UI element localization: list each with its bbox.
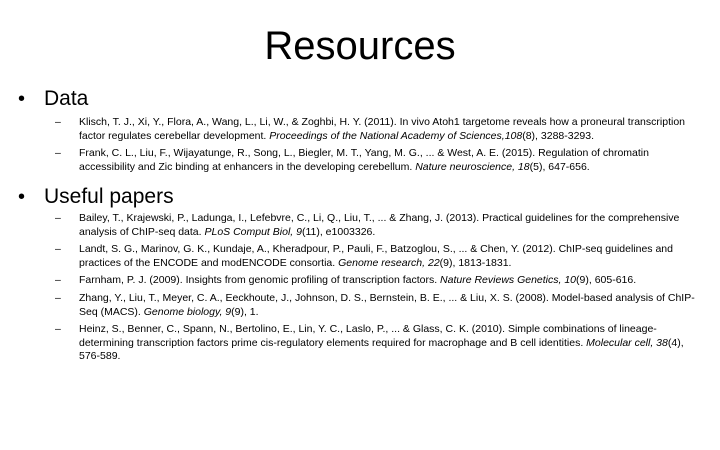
reference-journal: Nature neuroscience, 18 <box>415 160 530 173</box>
reference-journal: Proceedings of the National Academy of Sciences,108 <box>269 129 523 142</box>
dash-icon: – <box>55 323 61 336</box>
reference-journal: PLoS Comput Biol, 9 <box>204 225 302 238</box>
reference-journal: Genome biology, 9 <box>143 305 232 318</box>
reference-journal: Nature Reviews Genetics, 10 <box>440 274 577 287</box>
reference-authors: Landt, S. G., Marinov, G. K., Kundaje, A., Kheradpour, P., Pauli, F., Batzoglou, S., ... & Chen, Y. (2012). ChIP-seq guidelines and practices of the ENCODE and modENCODE consortia. <box>79 243 673 269</box>
reference-authors: Bailey, T., Krajewski, P., Ladunga, I., Lefebvre, C., Li, Q., Liu, T., ... & Zhang, J. (2013). Practical guidelines for the comprehensive analysis of ChIP-seq data. <box>79 212 680 238</box>
reference-details: (11), e1003326. <box>301 225 376 238</box>
reference-authors: Frank, C. L., Liu, F., Wijayatunge, R., Song, L., Biegler, M. T., Yang, M. G., ... & West, A. E. (2015). Regulation of chromatin accessibility and Zic binding at enhancers in the developing cerebellum. <box>79 147 649 173</box>
dash-icon: – <box>55 291 61 304</box>
reference-item <box>55 116 700 143</box>
bullet-icon: • <box>18 186 26 208</box>
reference-item <box>55 274 700 288</box>
reference-item <box>55 323 700 364</box>
reference-item <box>55 212 700 239</box>
reference-item <box>55 243 700 270</box>
dash-icon: – <box>55 274 61 287</box>
reference-details: (9), 1. <box>231 305 259 318</box>
reference-details: (9), 1813-1831. <box>439 256 512 269</box>
reference-details: (9), 605-616. <box>576 274 637 287</box>
dash-icon: – <box>55 243 61 256</box>
reference-authors: Heinz, S., Benner, C., Spann, N., Bertolino, E., Lin, Y. C., Laslo, P., ... & Glass, C. K. (2010). Simple combinations of lineage-determining transcription factors prime cis-regulatory elements required for macrophage and B cell identities. <box>79 323 657 349</box>
papers-reference-list <box>55 212 700 368</box>
section-heading-useful-papers <box>18 185 174 209</box>
dash-icon: – <box>55 147 61 160</box>
reference-authors: Zhang, Y., Liu, T., Meyer, C. A., Eeckhoute, J., Johnson, D. S., Bernstein, B. E., ... & Liu, X. S. (2008). Model-based analysis of ChIP-Seq (MACS). <box>79 291 695 318</box>
reference-authors: Farnham, P. J. (2009). Insights from genomic profiling of transcription factors. <box>79 274 441 287</box>
section-heading-label: Data <box>44 87 89 110</box>
slide-title: Resources <box>264 24 456 68</box>
bullet-icon: • <box>18 88 26 110</box>
reference-journal: Molecular cell, 38 <box>586 336 668 349</box>
section-heading-label: Useful papers <box>44 185 174 208</box>
data-reference-list <box>55 116 700 178</box>
reference-journal: Genome research, 22 <box>338 256 440 269</box>
reference-item <box>55 147 700 174</box>
dash-icon: – <box>55 116 61 128</box>
reference-authors: Klisch, T. J., Xi, Y., Flora, A., Wang, L., Li, W., & Zoghbi, H. Y. (2011). In vivo Atoh1 targetome reveals how a proneural transcription factor regulates cerebellar development. <box>79 116 685 142</box>
reference-details: (4), 576-589. <box>79 336 684 363</box>
reference-item <box>55 292 700 319</box>
section-heading-data <box>18 87 88 111</box>
reference-details: (8), 3288-3293. <box>522 129 595 142</box>
reference-details: (5), 647-656. <box>529 160 590 173</box>
dash-icon: – <box>55 212 61 224</box>
